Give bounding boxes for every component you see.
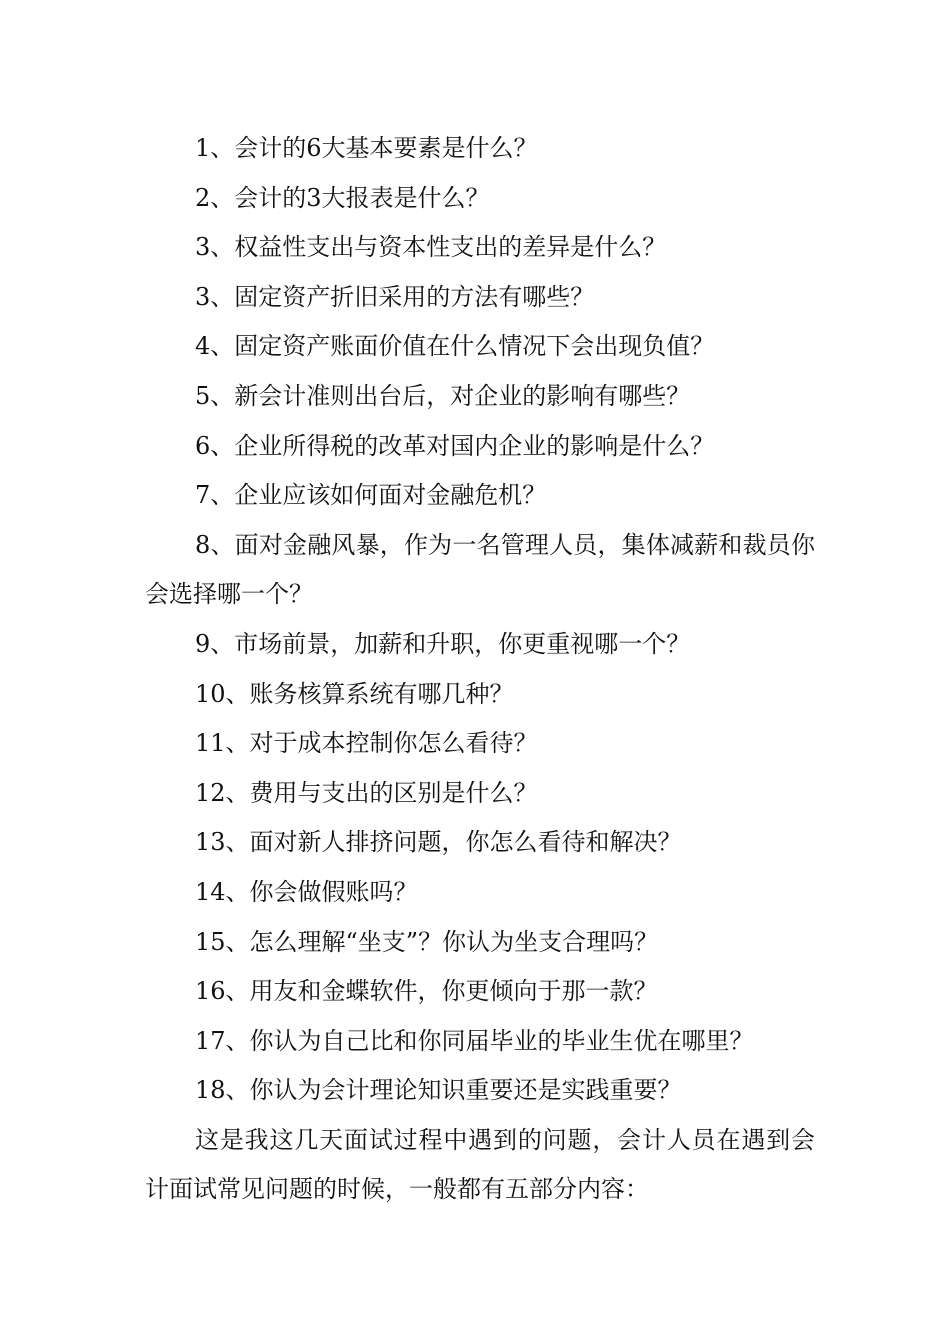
question-12: 12、费用与支出的区别是什么？ <box>195 778 538 807</box>
question-15: 15、怎么理解“坐支”？你认为坐支合理吗？ <box>195 927 659 956</box>
question-10: 10、账务核算系统有哪几种？ <box>195 679 514 708</box>
question-11: 11、对于成本控制你怎么看待？ <box>195 729 538 758</box>
question-3a: 3、权益性支出与资本性支出的差异是什么？ <box>195 233 667 262</box>
question-5: 5、新会计准则出台后，对企业的影响有哪些？ <box>195 381 691 410</box>
question-14: 14、你会做假账吗？ <box>195 877 418 906</box>
question-17: 17、你认为自己比和你同届毕业的毕业生优在哪里？ <box>195 1026 754 1055</box>
question-2: 2、会计的3大报表是什么？ <box>195 183 490 212</box>
question-6: 6、企业所得税的改革对国内企业的影响是什么？ <box>195 431 715 460</box>
question-9: 9、市场前景，加薪和升职，你更重视哪一个？ <box>195 629 691 658</box>
closing-paragraph: 这是我这几天面试过程中遇到的问题，会计人员在遇到会计面试常见问题的时候，一般都有五部分内容： <box>145 1125 815 1204</box>
question-13: 13、面对新人排挤问题，你怎么看待和解决？ <box>195 828 682 857</box>
question-4: 4、固定资产账面价值在什么情况下会出现负值？ <box>195 332 715 361</box>
question-16: 16、用友和金蝶软件，你更倾向于那一款？ <box>195 977 658 1006</box>
question-3b: 3、固定资产折旧采用的方法有哪些？ <box>195 282 595 311</box>
document-body <box>145 124 815 1215</box>
question-7: 7、企业应该如何面对金融危机？ <box>195 481 547 510</box>
question-18: 18、你认为会计理论知识重要还是实践重要？ <box>195 1076 682 1105</box>
question-1: 1、会计的6大基本要素是什么？ <box>195 134 538 162</box>
question-8: 8、面对金融风暴，作为一名管理人员，集体减薪和裁员你会选择哪一个？ <box>145 530 815 609</box>
